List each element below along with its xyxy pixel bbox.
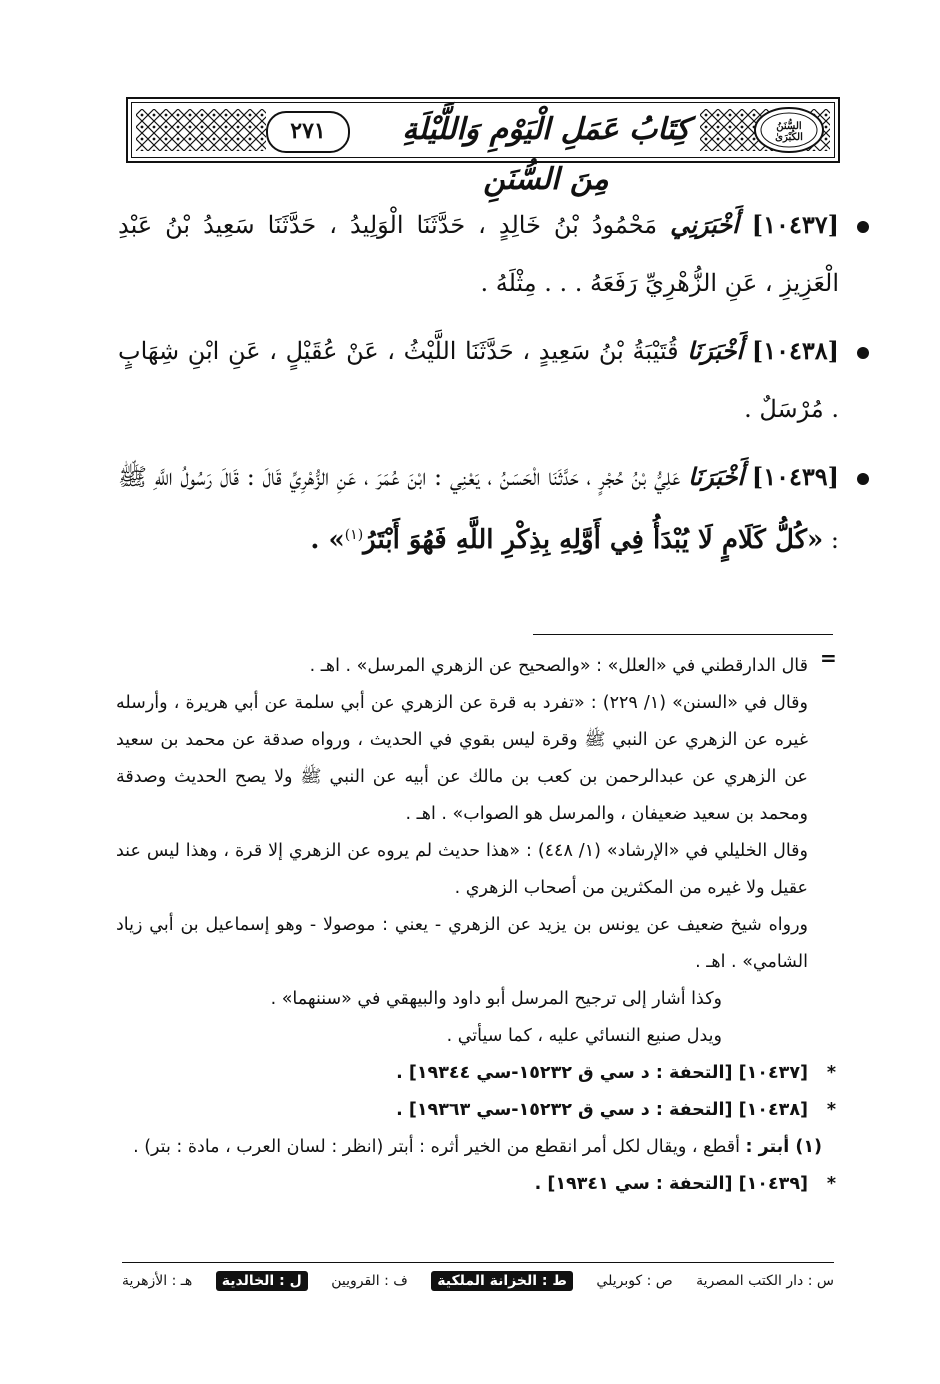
bullet-icon	[857, 347, 869, 359]
tuhfa-ref	[116, 1092, 836, 1129]
prophetic-quote: «كُلُّ كَلَامٍ لَا يُبْدَأُ فِي أَوَّلِهِ بِذِكْرِ اللَّهِ فَهُوَ أَبْتَرُ	[363, 525, 824, 555]
tuhfa-ref	[116, 1055, 836, 1092]
hadith-body	[118, 196, 873, 569]
legend-s: س : دار الكتب المصرية	[696, 1273, 834, 1289]
hadith-text: عَلِيُّ بْنُ حُجْرٍ ، حَدَّثَنَا الْحَسَنُ ، يَعْنِي : ابْنَ عُمَرَ ، عَنِ الزُّهْرِيِّ قَالَ : قَالَ رَسُولُ اللَّهِ ﷺ :	[118, 463, 839, 554]
footnote-line: ورواه شيخ ضعيف عن يونس بن يزيد عن الزهري - يعني : موصولا - وهو إسماعيل بن أبي زياد الشامي» . اهـ .	[116, 915, 808, 972]
legend-l: ل : الخالدية	[216, 1271, 308, 1291]
hadith-number: [١٠٤٣٨]	[751, 336, 839, 365]
footnote-line: وكذا أشار إلى ترجيح المرسل أبو داود والبيهقي في «سننهما» .	[270, 989, 722, 1009]
ornament-left-icon	[136, 109, 266, 151]
hadith-akhbar: أَخْبَرَنَا	[687, 336, 744, 365]
page-header	[126, 97, 840, 197]
legend-f: ف : القرويين	[331, 1273, 408, 1289]
star-icon: *	[826, 1063, 836, 1083]
hadith-text: قُتَيْبَةُ بْنُ سَعِيدٍ ، حَدَّثَنَا اللَّيْثُ ، عَنْ عُقَيْلٍ ، عَنِ ابْنِ شِهَابٍ . مُرْسَلٌ .	[118, 337, 839, 423]
legend-s2: ص : كوبريلي	[596, 1273, 673, 1289]
footnote-line: قال الدارقطني في «العلل» : «والصحيح عن الزهري المرسل» . اهـ .	[309, 656, 808, 676]
footnote-1-text: أقطع ، ويقال لكل أمر انقطع من الخير أثره : أبتر (انظر : لسان العرب ، مادة : بتر) .	[133, 1137, 740, 1157]
legend-t: ط : الخزانة الملكية	[431, 1271, 573, 1291]
tuhfa-ref-text: [١٠٤٣٨] [التحفة : د سي ق ١٥٢٣٢-سي ١٩٣٦٣] .	[396, 1100, 808, 1120]
tuhfa-ref	[116, 1166, 836, 1203]
continuation-marker: =	[820, 646, 837, 670]
hadith-entry	[118, 448, 873, 569]
manuscript-legend	[122, 1266, 834, 1296]
page-number: ٢٧١	[266, 111, 350, 153]
tuhfa-ref-text: [١٠٤٣٩] [التحفة : سي ١٩٣٤١] .	[534, 1174, 808, 1194]
footnote-divider	[533, 634, 833, 635]
legend-divider	[122, 1262, 834, 1263]
hadith-akhbar: أَخْبَرَنَا	[688, 462, 745, 491]
bullet-icon	[857, 473, 869, 485]
hadith-number: [١٠٤٣٧]	[751, 210, 839, 239]
star-icon: *	[826, 1174, 836, 1194]
bullet-icon	[857, 221, 869, 233]
hadith-entry	[118, 322, 873, 438]
footnote-ref[interactable]: (١)	[344, 527, 364, 543]
footnote-line: وقال في «السنن» (١/ ٢٢٩) : «تفرد به قرة عن الزهري عن أبي سلمة عن أبي هريرة ، وأرسله غيره عن الزهري عن النبي ﷺ وقرة ليس بقوي في الحديث ، ورواه صدقة عن محمد بن سعيد عن الزهري عن عبدالرحمن بن كعب بن مالك عن أبيه عن النبي ﷺ ولا يصح الحديث وصدقة ومحمد بن سعيد ضعيفان ، والمرسل هو الصواب» . اهـ .	[116, 693, 808, 824]
footnote-1-label: (١) أبتر :	[745, 1137, 822, 1157]
hadith-number: [١٠٤٣٩]	[751, 462, 839, 491]
book-title: كِتَابُ عَمَلِ الْيَوْمِ وَاللَّيْلَةِ مِنَ السُّنَنِ	[402, 112, 690, 197]
hadith-text: مَحْمُودُ بْنُ خَالِدٍ ، حَدَّثَنَا الْوَلِيدُ ، حَدَّثَنَا سَعِيدُ بْنُ عَبْدِ الْعَزِيزِ ، عَنِ الزُّهْرِيِّ رَفَعَهُ . . . مِثْلَهُ .	[118, 211, 839, 297]
tuhfa-ref-text: [١٠٤٣٧] [التحفة : د سي ق ١٥٢٣٢-سي ١٩٣٤٤] .	[396, 1063, 808, 1083]
star-icon: *	[826, 1100, 836, 1120]
seal-text: السُّنَنُ الكُبْرَىٰ	[775, 121, 803, 143]
hadith-entry	[118, 196, 873, 312]
footnote-1	[116, 1129, 832, 1166]
hadith-akhbar: أَخْبَرَنِي	[670, 210, 739, 239]
quote-end: » .	[310, 525, 345, 555]
footnotes	[116, 648, 836, 1203]
legend-h: هـ : الأزهرية	[122, 1273, 193, 1289]
footnote-line: ويدل صنيع النسائي عليه ، كما سيأتي .	[446, 1026, 722, 1046]
footnote-line: وقال الخليلي في «الإرشاد» (١/ ٤٤٨) : «هذا حديث لم يروه عن الزهري إلا قرة ، وهذا ليس عند عقيل ولا غيره من المكثرين من أصحاب الزهري .	[116, 841, 808, 898]
